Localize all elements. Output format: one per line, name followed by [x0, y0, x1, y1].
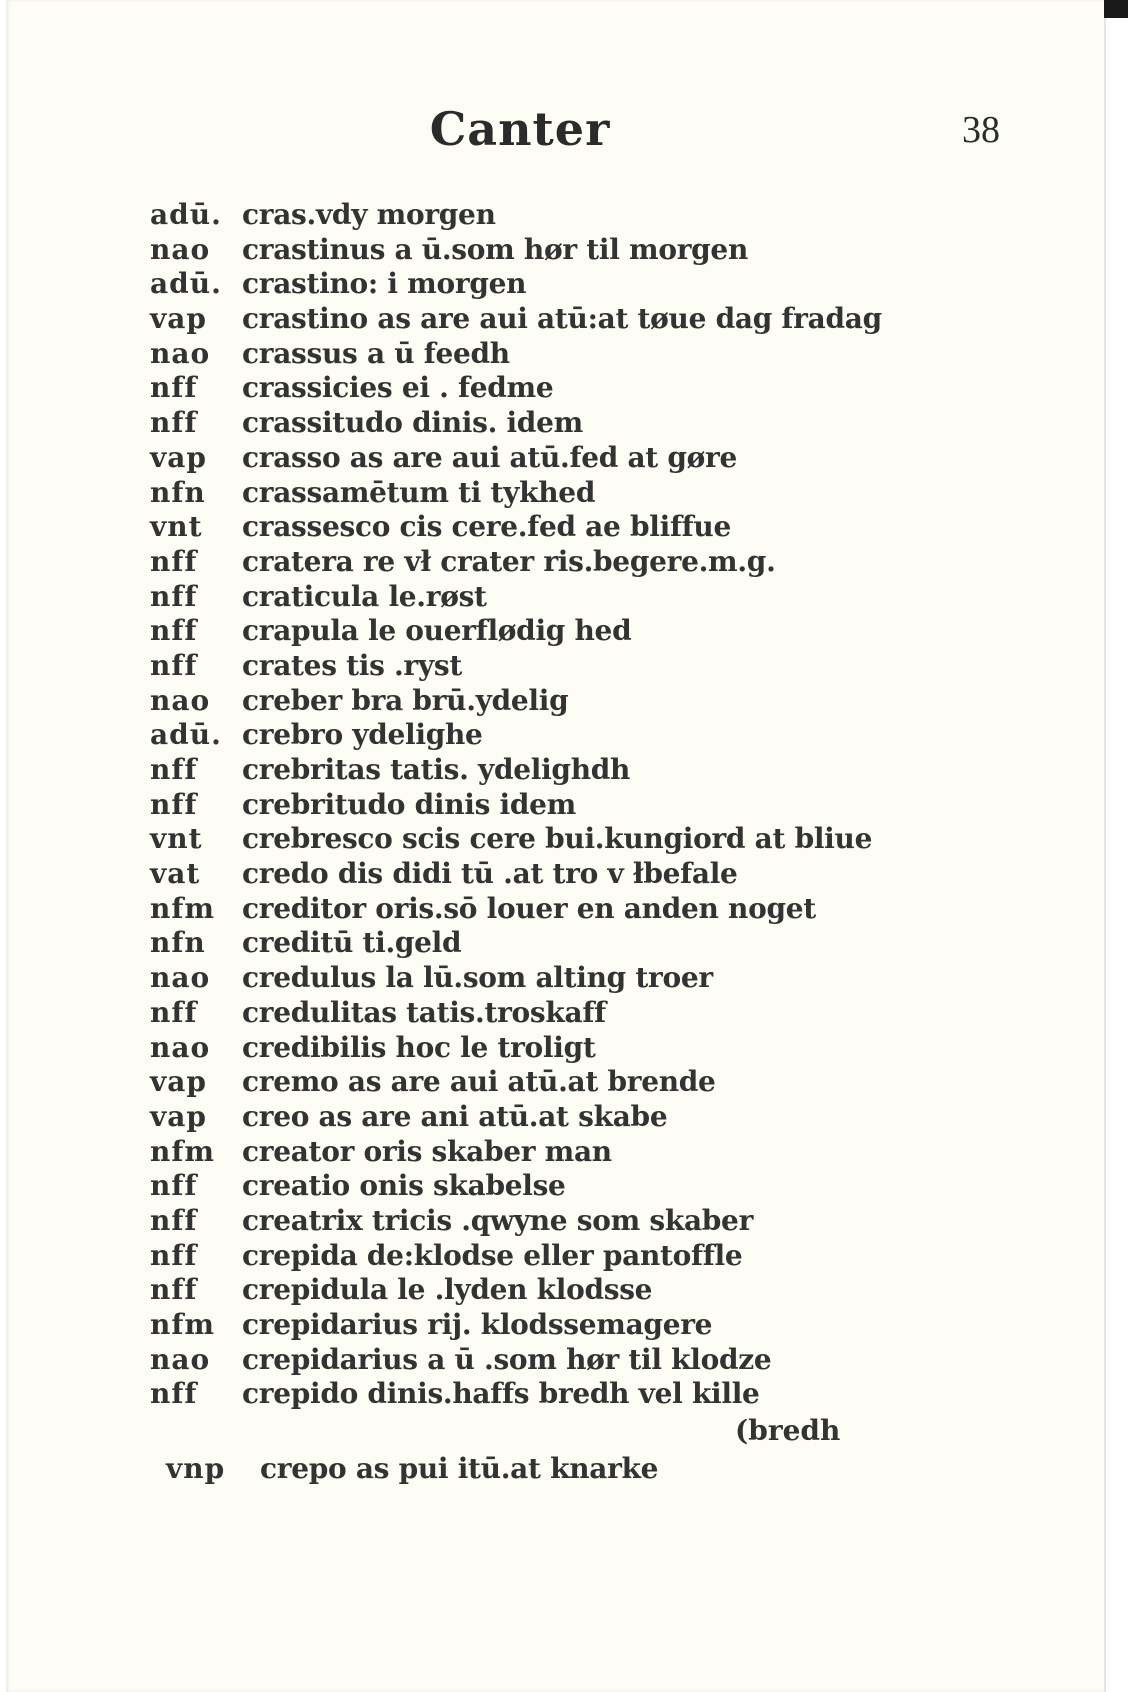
entry-text: crepidula le .lyden klodsse — [242, 1273, 653, 1307]
dictionary-entry — [0, 267, 1100, 302]
entry-text: crepida de:klodse eller pantoffle — [242, 1238, 743, 1272]
running-headword: Canter — [429, 102, 611, 156]
dictionary-entry — [0, 718, 1100, 753]
entry-text: cras.vdy morgen — [242, 198, 496, 231]
entry-grammar-code: vat — [150, 857, 201, 891]
dictionary-entry — [0, 684, 1100, 719]
entry-grammar-code: nfn — [150, 926, 206, 960]
dictionary-entry — [0, 233, 1100, 268]
entry-text: craticula le.røst — [242, 579, 487, 613]
dictionary-entry — [0, 614, 1100, 649]
entry-text: crassesco cis cere.fed ae bliffue — [242, 510, 732, 544]
entry-grammar-code: adū. — [150, 718, 222, 752]
entry-grammar-code: vap — [150, 440, 207, 474]
entry-grammar-code: nff — [150, 614, 198, 648]
dictionary-entry — [0, 337, 1100, 372]
entry-grammar-code: nff — [150, 1377, 198, 1411]
entry-text: crassus a ū feedh — [242, 336, 510, 370]
entry-grammar-code: vap — [150, 302, 207, 336]
entry-text: crassamētum ti tykhed — [242, 475, 596, 509]
entry-text: crassitudo dinis. idem — [242, 406, 583, 440]
entry-text: creatrix tricis .qwyne som skaber — [242, 1203, 754, 1237]
entry-text: crebritas tatis. ydelighdh — [242, 753, 631, 786]
entry-text: crastinus a ū.som hør til morgen — [242, 232, 749, 266]
dictionary-entry — [0, 198, 1100, 233]
entry-text: creator oris skaber man — [242, 1134, 612, 1168]
entry-grammar-code: adū. — [150, 267, 222, 301]
dictionary-entry — [0, 1100, 1100, 1135]
entry-continuation-line — [0, 1412, 1100, 1450]
dictionary-entry — [0, 961, 1100, 996]
entry-text: credulus la lū.som alting troer — [242, 961, 713, 995]
entry-grammar-code: nff — [150, 371, 198, 405]
entry-text: credo dis didi tū .at tro v łbefale — [242, 857, 738, 891]
dictionary-entry — [0, 406, 1100, 441]
entry-text: crebritudo dinis idem — [242, 787, 576, 821]
dictionary-entry — [0, 1273, 1100, 1308]
entry-text: crassicies ei . fedme — [242, 371, 554, 405]
entry-text: crastino as are aui atū:at tøue dag fradag — [242, 302, 882, 336]
entry-grammar-code: nfm — [150, 891, 216, 925]
entry-grammar-code: adū. — [150, 198, 222, 231]
dictionary-entry — [0, 545, 1100, 580]
entry-grammar-code: vap — [150, 1065, 207, 1099]
entry-text: creatio onis skabelse — [242, 1169, 566, 1203]
entry-text: creo as are ani atū.at skabe — [242, 1099, 668, 1133]
dictionary-entries — [0, 198, 1100, 1487]
entry-text: creber bra brū.ydelig — [242, 683, 569, 717]
dictionary-entry — [0, 649, 1100, 684]
entry-text: credulitas tatis.troskaff — [242, 995, 606, 1029]
dictionary-entry — [0, 510, 1100, 545]
entry-grammar-code: nao — [150, 1342, 211, 1376]
entry-grammar-code: nao — [150, 232, 211, 266]
entry-grammar-code: nfm — [150, 1308, 216, 1341]
entry-grammar-code: nff — [150, 995, 198, 1029]
dictionary-entry — [0, 996, 1100, 1031]
dictionary-entry — [0, 1452, 1100, 1487]
dictionary-entry — [0, 1169, 1100, 1204]
entry-grammar-code: nao — [150, 683, 211, 717]
entry-grammar-code: nao — [150, 336, 211, 370]
entry-text: crapula le ouerflødig hed — [242, 614, 632, 648]
dictionary-entry — [0, 1135, 1100, 1170]
dictionary-entry — [0, 1031, 1100, 1066]
dictionary-entry — [0, 441, 1100, 476]
entry-grammar-code: nff — [150, 1238, 198, 1272]
entry-grammar-code: nff — [150, 787, 198, 821]
entry-grammar-code: nff — [150, 753, 198, 786]
entry-text: crepido dinis.haffs bredh vel kille — [242, 1377, 760, 1411]
dictionary-entry — [0, 753, 1100, 788]
entry-text: crastino: i morgen — [242, 267, 527, 301]
dictionary-entry — [0, 1065, 1100, 1100]
entry-text: creditor oris.sō louer en anden noget — [242, 891, 816, 925]
dictionary-entry — [0, 892, 1100, 927]
dictionary-entry — [0, 476, 1100, 511]
entry-text: crates tis .ryst — [242, 648, 462, 682]
dictionary-entry — [0, 788, 1100, 823]
entry-text: crasso as are aui atū.fed at gøre — [242, 440, 738, 474]
entry-grammar-code: nff — [150, 579, 198, 613]
entry-grammar-code: nao — [150, 1030, 211, 1064]
dictionary-entry — [0, 1204, 1100, 1239]
dictionary-entry — [0, 822, 1100, 857]
entry-text: cratera re vł crater ris.begere.m.g. — [242, 544, 776, 578]
dictionary-entry — [0, 857, 1100, 892]
dictionary-entry — [0, 1377, 1100, 1412]
dictionary-entry — [0, 1343, 1100, 1378]
entry-text: crebro ydelighe — [242, 718, 483, 752]
entry-grammar-code: nff — [150, 1203, 198, 1237]
entry-text: cremo as are aui atū.at brende — [242, 1065, 716, 1099]
entry-text: crebresco scis cere bui.kungiord at bliue — [242, 822, 873, 856]
entry-grammar-code: vnt — [150, 822, 203, 856]
dictionary-entry — [0, 1308, 1100, 1343]
entry-text: crepidarius rij. klodssemagere — [242, 1308, 713, 1341]
entry-grammar-code: vnt — [150, 510, 203, 544]
scanner-edge-mark — [1104, 0, 1128, 18]
dictionary-entry — [0, 1239, 1100, 1274]
entry-grammar-code: nff — [150, 1169, 198, 1203]
entry-grammar-code: nfn — [150, 475, 206, 509]
entry-grammar-code: vnp — [166, 1452, 226, 1486]
entry-grammar-code: nff — [150, 648, 198, 682]
entry-grammar-code: vap — [150, 1099, 207, 1133]
dictionary-entry — [0, 580, 1100, 615]
dictionary-entry — [0, 302, 1100, 337]
entry-grammar-code: nff — [150, 1273, 198, 1307]
dictionary-entry — [0, 371, 1100, 406]
continuation-text: (bredh — [735, 1414, 841, 1448]
entry-text: credibilis hoc le troligt — [242, 1030, 596, 1064]
page-number: 38 — [962, 109, 1000, 151]
entry-text: creditū ti.geld — [242, 926, 462, 960]
entry-grammar-code: nff — [150, 544, 198, 578]
entry-grammar-code: nfm — [150, 1134, 216, 1168]
page-edge-shadow — [1104, 0, 1106, 1692]
entry-text: crepidarius a ū .som hør til klodze — [242, 1342, 772, 1376]
entry-text: crepo as pui itū.at knarke — [260, 1452, 659, 1486]
dictionary-entry — [0, 926, 1100, 961]
entry-grammar-code: nff — [150, 406, 198, 440]
entry-grammar-code: nao — [150, 961, 211, 995]
